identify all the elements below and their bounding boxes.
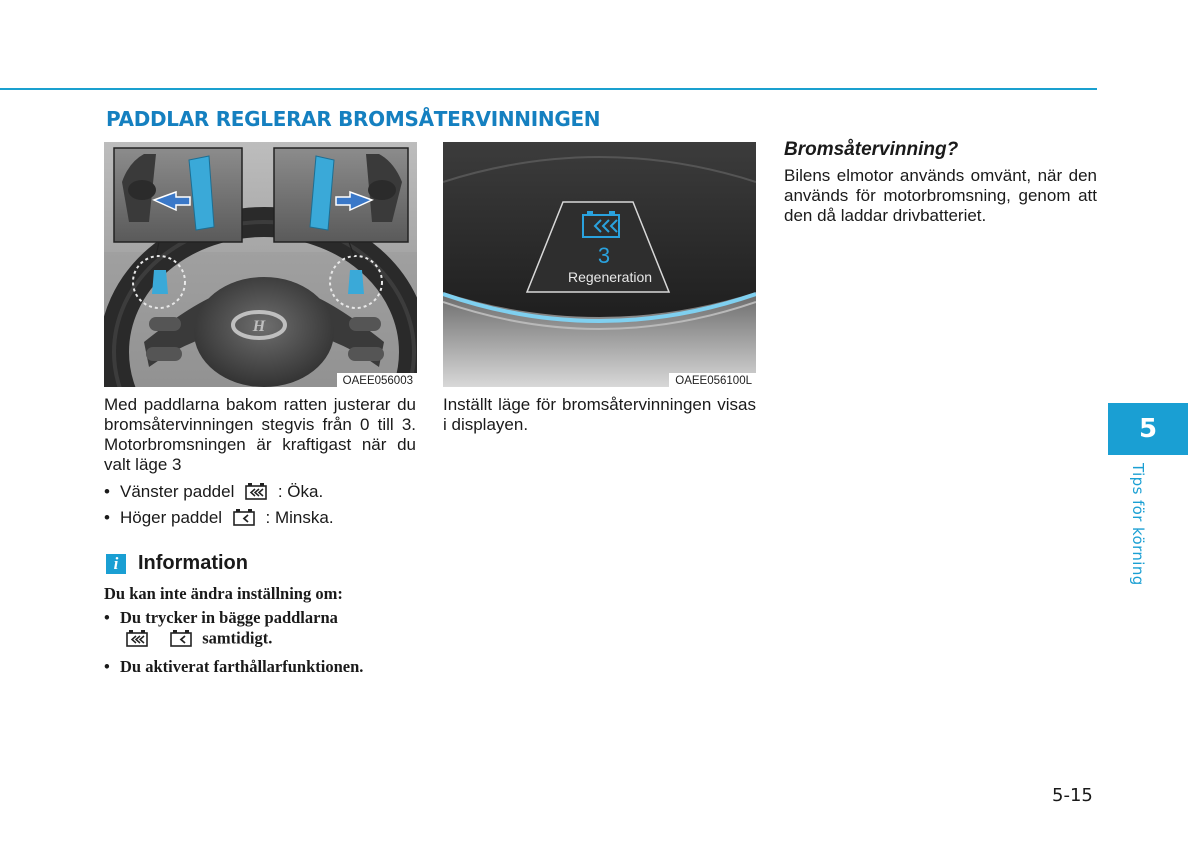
paddle-bullets — [104, 479, 334, 531]
info-title: Information — [138, 552, 248, 574]
bullet-prefix: Höger paddel — [120, 508, 223, 527]
regen-increase-icon — [124, 628, 150, 648]
display-level: 3 — [597, 243, 611, 268]
figure-code: OAEE056100L — [669, 373, 756, 387]
regen-decrease-icon — [231, 507, 257, 527]
info-lead: Du kan inte ändra inställning om: — [104, 584, 343, 603]
left-paragraph: Med paddlarna bakom ratten justerar du bromsåtervinningen stegvis från 0 till 3. Motorbromsningen är kraftigast när du valt läge 3 — [104, 395, 416, 474]
bullet-suffix: : Minska. — [265, 508, 334, 527]
list-item — [104, 505, 334, 531]
chapter-tab: 5 — [1108, 403, 1188, 455]
info-header — [106, 552, 248, 575]
page-number: 5-15 — [1052, 785, 1093, 806]
cluster-display-illustration — [443, 142, 756, 387]
steering-wheel-illustration — [104, 142, 417, 387]
list-item — [104, 657, 416, 677]
section-title: PADDLAR REGLERAR BROMSÅTERVINNINGEN — [106, 107, 601, 131]
list-item — [104, 479, 334, 505]
figure-code: OAEE056003 — [337, 373, 417, 387]
regen-decrease-icon — [168, 628, 194, 648]
info-item-text: Du trycker in bägge paddlarna — [120, 608, 338, 627]
info-item-trailing: samtidigt. — [202, 628, 273, 648]
info-icon: i — [106, 554, 126, 574]
regen-increase-icon — [243, 481, 269, 501]
cluster-display-figure — [443, 142, 756, 387]
svg-text:H: H — [252, 318, 266, 335]
bullet-suffix: : Öka. — [277, 482, 324, 501]
display-label: Regeneration — [567, 269, 653, 285]
steering-wheel-figure — [104, 142, 417, 387]
list-item — [104, 608, 416, 651]
info-list — [104, 608, 416, 677]
middle-paragraph: Inställt läge för bromsåtervinningen visas i displayen. — [443, 395, 756, 434]
info-item-text: Du aktiverat farthållarfunktionen. — [120, 657, 364, 676]
right-paragraph: Bilens elmotor används omvänt, när den används för motorbromsning, genom att den då laddar drivbatteriet. — [784, 166, 1097, 225]
right-title: Bromsåtervinning? — [784, 139, 959, 160]
top-rule — [0, 88, 1097, 90]
chapter-label: Tips för körning — [1129, 463, 1147, 586]
bullet-prefix: Vänster paddel — [120, 482, 235, 501]
